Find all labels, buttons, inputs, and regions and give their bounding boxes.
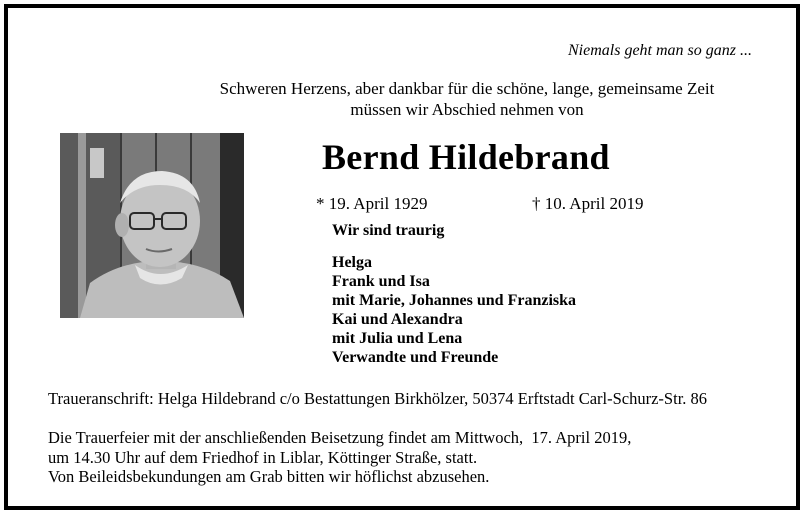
mourner-line: Kai und Alexandra	[332, 311, 463, 328]
motto-text: Niemals geht man so ganz ...	[568, 42, 752, 59]
mourner-line: Verwandte und Freunde	[332, 349, 499, 366]
death-date: † 10. April 2019	[532, 194, 644, 213]
mourner-line: mit Julia und Lena	[332, 330, 463, 347]
obituary-card	[4, 4, 800, 510]
mourners-list	[332, 253, 576, 367]
portrait-image	[60, 133, 244, 318]
ceremony-line: um 14.30 Uhr auf dem Friedhof in Liblar, Köttinger Straße, statt.	[48, 447, 478, 467]
ceremony-details	[48, 428, 631, 487]
intro-line-2: müssen wir Abschied nehmen von	[350, 100, 584, 119]
mourner-line: mit Marie, Johannes und Franziska	[332, 292, 577, 309]
ceremony-line: Von Beileidsbekundungen am Grab bitten wir höflichst abzusehen.	[48, 467, 490, 486]
ceremony-line: Die Trauerfeier mit der anschließenden Beisetzung findet am Mittwoch, 17. April 2019,	[48, 428, 632, 447]
birth-date: * 19. April 1929	[316, 194, 428, 213]
intro-text	[8, 78, 796, 120]
mourner-line: Frank und Isa	[332, 273, 430, 290]
portrait-photo	[60, 133, 244, 318]
deceased-name: Bernd Hildebrand	[322, 137, 610, 177]
mourning-address: Traueranschrift: Helga Hildebrand c/o Bestattungen Birkhölzer, 50374 Erftstadt Carl-Schurz-Str. 86	[48, 389, 708, 408]
intro-line-1: Schweren Herzens, aber dankbar für die schöne, lange, gemeinsame Zeit	[219, 79, 715, 98]
mourners-heading: Wir sind traurig	[332, 222, 445, 239]
mourner-line: Helga	[332, 254, 372, 271]
